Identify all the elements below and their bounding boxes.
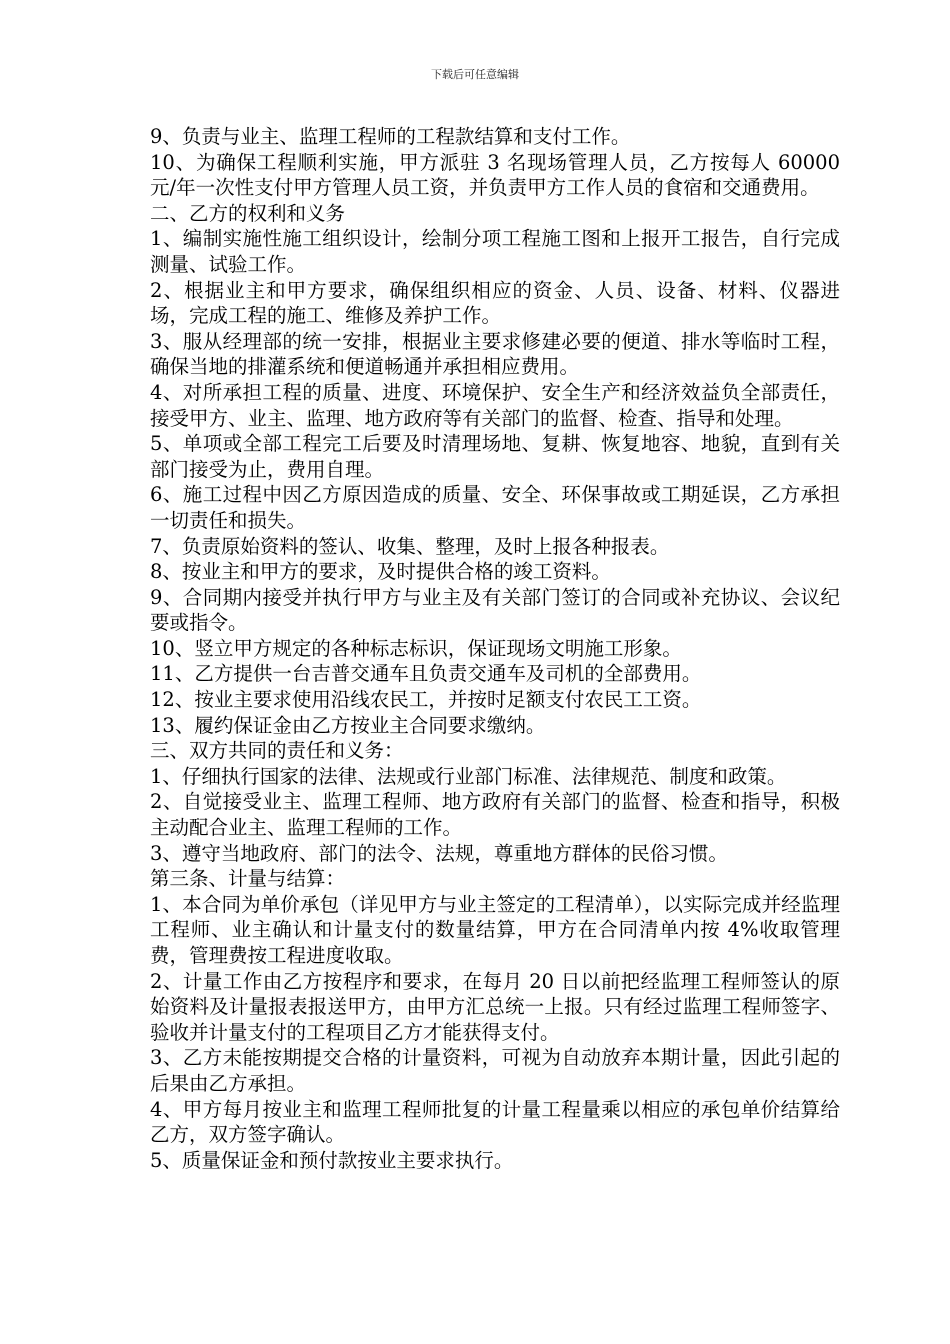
paragraph: 2、计量工作由乙方按程序和要求，在每月 20 日以前把经监理工程师签认的原始资料及计量报表报送甲方，由甲方汇总统一上报。只有经过监理工程师签字、验收并计量支付的工程项目乙方才能获得支付。 bbox=[150, 969, 840, 1044]
paragraph: 9、合同期内接受并执行甲方与业主及有关部门签订的合同或补充协议、会议纪要或指令。 bbox=[150, 585, 840, 635]
paragraph: 2、根据业主和甲方要求，确保组织相应的资金、人员、设备、材料、仪器进场，完成工程的施工、维修及养护工作。 bbox=[150, 278, 840, 328]
paragraph: 3、乙方未能按期提交合格的计量资料，可视为自动放弃本期计量，因此引起的后果由乙方承担。 bbox=[150, 1046, 840, 1095]
paragraph: 7、负责原始资料的签认、收集、整理，及时上报各种报表。 bbox=[150, 534, 670, 558]
paragraph: 2、自觉接受业主、监理工程师、地方政府有关部门的监督、检查和指导，积极主动配合业主、监理工程师的工作。 bbox=[150, 790, 840, 840]
paragraph: 1、本合同为单价承包（详见甲方与业主签定的工程清单），以实际完成并经监理工程师、业主确认和计量支付的数量结算，甲方在合同清单内按 4%收取管理费，管理费按工程进度收取。 bbox=[150, 892, 840, 967]
paragraph: 4、对所承担工程的质量、进度、环境保护、安全生产和经济效益负全部责任，接受甲方、业主、监理、地方政府等有关部门的监督、检查、指导和处理。 bbox=[150, 380, 840, 430]
paragraph: 5、单项或全部工程完工后要及时清理场地、复耕、恢复地容、地貌，直到有关部门接受为止，费用自理。 bbox=[150, 432, 840, 481]
paragraph: 3、服从经理部的统一安排，根据业主要求修建必要的便道、排水等临时工程，确保当地的排灌系统和便道畅通并承担相应费用。 bbox=[150, 329, 840, 379]
paragraph: 8、按业主和甲方的要求，及时提供合格的竣工资料。 bbox=[150, 560, 611, 584]
paragraph: 5、质量保证金和预付款按业主要求执行。 bbox=[150, 1148, 514, 1172]
paragraph: 6、施工过程中因乙方原因造成的质量、安全、环保事故或工期延误，乙方承担一切责任和损失。 bbox=[150, 483, 840, 532]
paragraph: 10、竖立甲方规定的各种标志标识，保证现场文明施工形象。 bbox=[150, 636, 682, 660]
paragraph: 10、为确保工程顺利实施，甲方派驻 3 名现场管理人员，乙方按每人 60000 元/年一次性支付甲方管理人员工资，并负责甲方工作人员的食宿和交通费用。 bbox=[150, 150, 840, 200]
paragraph: 1、仔细执行国家的法律、法规或行业部门标准、法律规范、制度和政策。 bbox=[150, 764, 787, 788]
paragraph: 12、按业主要求使用沿线农民工，并按时足额支付农民工工资。 bbox=[150, 688, 702, 712]
paragraph: 1、编制实施性施工组织设计，绘制分项工程施工图和上报开工报告，自行完成测量、试验工作。 bbox=[150, 227, 840, 276]
section-heading: 二、乙方的权利和义务 bbox=[150, 201, 346, 225]
paragraph: 4、甲方每月按业主和监理工程师批复的计量工程量乘以相应的承包单价结算给乙方，双方签字确认。 bbox=[150, 1097, 840, 1147]
paragraph: 3、遵守当地政府、部门的法令、法规，尊重地方群体的民俗习惯。 bbox=[150, 841, 728, 865]
document-body bbox=[150, 124, 840, 1173]
header-note: 下载后可任意编辑 bbox=[431, 68, 519, 81]
section-heading: 三、双方共同的责任和义务： bbox=[150, 739, 404, 763]
paragraph: 11、乙方提供一台吉普交通车且负责交通车及司机的全部费用。 bbox=[150, 662, 702, 686]
paragraph: 9、负责与业主、监理工程师的工程款结算和支付工作。 bbox=[150, 125, 631, 148]
section-heading: 第三条、计量与结算： bbox=[150, 867, 346, 891]
paragraph: 13、履约保证金由乙方按业主合同要求缴纳。 bbox=[150, 713, 546, 737]
